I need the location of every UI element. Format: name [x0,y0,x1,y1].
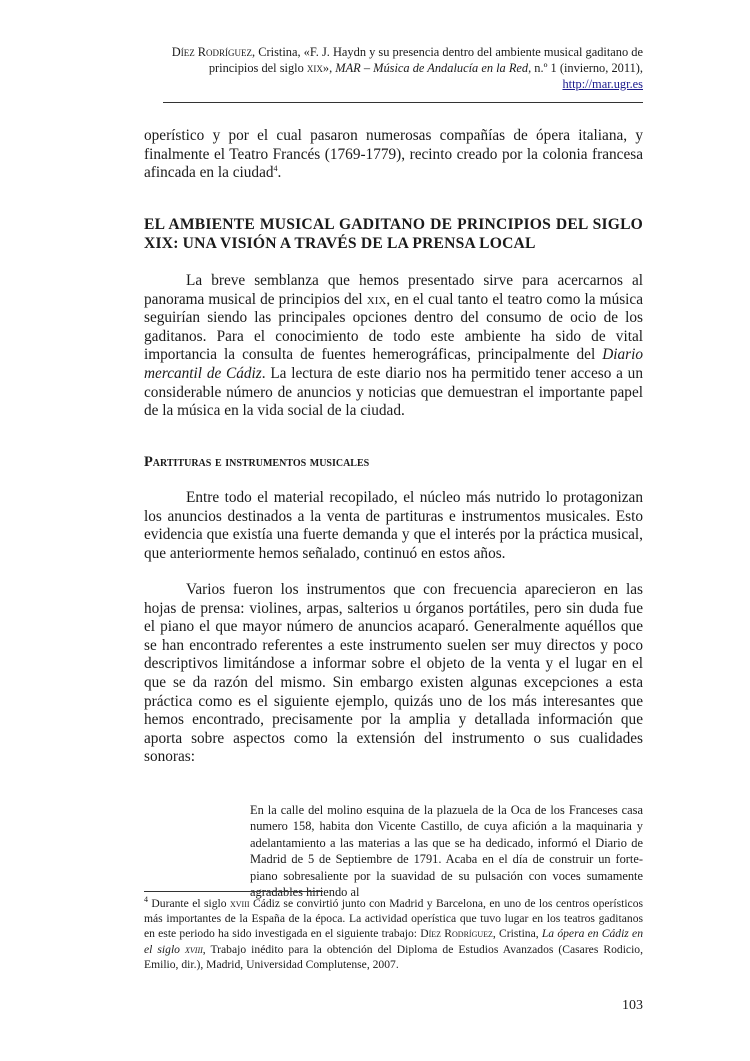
footnote-text: , Cristina, [492,927,542,941]
intro-end: . [277,164,282,182]
para-text: , en el cual tanto el teatro como la música seguirían siendo las principales opciones dentro del consumo de ocio de los gaditanos. Para el conocimiento de todo este ambiente ha sido de vital importancia la consulta de fuentes hemerográficas, principalmente del [144,290,644,364]
journal-url-link[interactable]: http://mar.ugr.es [562,77,643,91]
running-header [150,44,643,92]
body-paragraph-1 [144,272,643,421]
century-smallcaps: xix [366,290,387,308]
header-text: », [322,61,336,75]
block-quote: En la calle del molino esquina de la plazuela de la Oca de los Franceses casa numero 158, habita don Vicente Castillo, de cuya afición a la maquinaria y adelantamiento a las materias a las que se ha dedicado, informó el Diario de Madrid de 5 de Septiembre de 1791. Acaba en el día de construir un forte-piano sobresaliente por la suavidad de su pulsación con voces sumamente agradables hiriendo al [250,803,643,900]
header-text: principios del siglo [208,61,307,75]
footnote-text: Durante el siglo [148,897,230,910]
intro-text: operístico y por el cual pasaron numerosas compañías de ópera italiana, y finalmente el Teatro Francés (1769-1779), recinto creado por la colonia francesa afincada en la ciudad [144,127,643,182]
header-citation-text: , Cristina, «F. J. Haydn y su presencia dentro del ambiente musical gaditano de [252,45,643,59]
footnote-text: Cádiz se convirtió junto con Madrid y Barcelona, en uno de los centros operísticos más importantes de la España de la época. La actividad operística que tuvo lugar en los teatros gaditanos en este periodo ha sido investigada en el siguiente trabajo: [144,897,643,941]
footnote-reference[interactable]: 4 [273,164,278,174]
header-line-1 [150,44,643,60]
footnote-number: 4 [144,895,148,905]
footnote [144,896,643,972]
footnote-divider [144,891,323,892]
footnote-work-title: La ópera en Cádiz en el siglo [144,927,643,956]
century-smallcaps: xviii [185,942,203,956]
footnote-text: , Trabajo inédito para la obtención del Diploma de Estudios Avanzados (Casares Rodicio, Emilio, dir.), Madrid, Universidad Complutense, 2007. [144,942,643,971]
subsection-heading: Partituras e instrumentos musicales [144,454,370,470]
para-text: La breve semblanza que hemos presentado sirve para acercarnos al panorama musical de principios del [144,272,643,308]
header-line-2 [150,60,643,76]
century-smallcaps: xviii [229,897,250,910]
header-divider [163,102,643,103]
footnote-author: Díez Rodríguez [420,927,493,941]
body-paragraph-2: Entre todo el material recopilado, el núcleo más nutrido lo protagonizan los anuncios destinados a la venta de partituras e instrumentos musicales. Esto evidencia que existía una fuerte demanda y que el interés por la práctica musical, que anteriormente hemos señalado, continuó en estos años. [144,489,643,562]
page-number: 103 [622,998,643,1013]
para-text: . La lectura de este diario nos ha permitido tener acceso a un considerable número de anuncios y noticias que demuestran el importante papel de la música en la vida social de la ciudad. [144,364,643,420]
header-author: Díez Rodríguez [171,45,253,59]
header-journal-title: MAR – Música de Andalucía en la Red [335,61,529,75]
section-heading: EL AMBIENTE MUSICAL GADITANO DE PRINCIPIOS DEL SIGLO XIX: UNA VISIÓN A TRAVÉS DE LA PRENSA LOCAL [144,216,643,252]
header-century: xix [306,61,323,75]
body-paragraph-3: Varios fueron los instrumentos que con frecuencia aparecieron en las hojas de prensa: violines, arpas, salterios u órganos portátiles, pero sin duda fue el piano el que mayor número de anuncios acaparó. Generalmente aquéllos que se han encontrado referentes a este instrumento suelen ser muy directos y poco descriptivos limitándose a informar sobre el objeto de la venta y el lugar en el que se da razón del mismo. Sin embargo existen algunas excepciones a esta práctica como es el siguiente ejemplo, quizás uno de los más interesantes que hemos encontrado, precisamente por la amplia y detallada información que aporta sobre aspectos como la extensión del instrumento o sus cualidades sonoras: [144,581,643,766]
header-issue: , n.º 1 (invierno, 2011), [528,61,643,75]
intro-paragraph [144,127,643,183]
newspaper-title: Diario mercantil de Cádiz [144,346,643,382]
header-line-3 [150,76,643,92]
